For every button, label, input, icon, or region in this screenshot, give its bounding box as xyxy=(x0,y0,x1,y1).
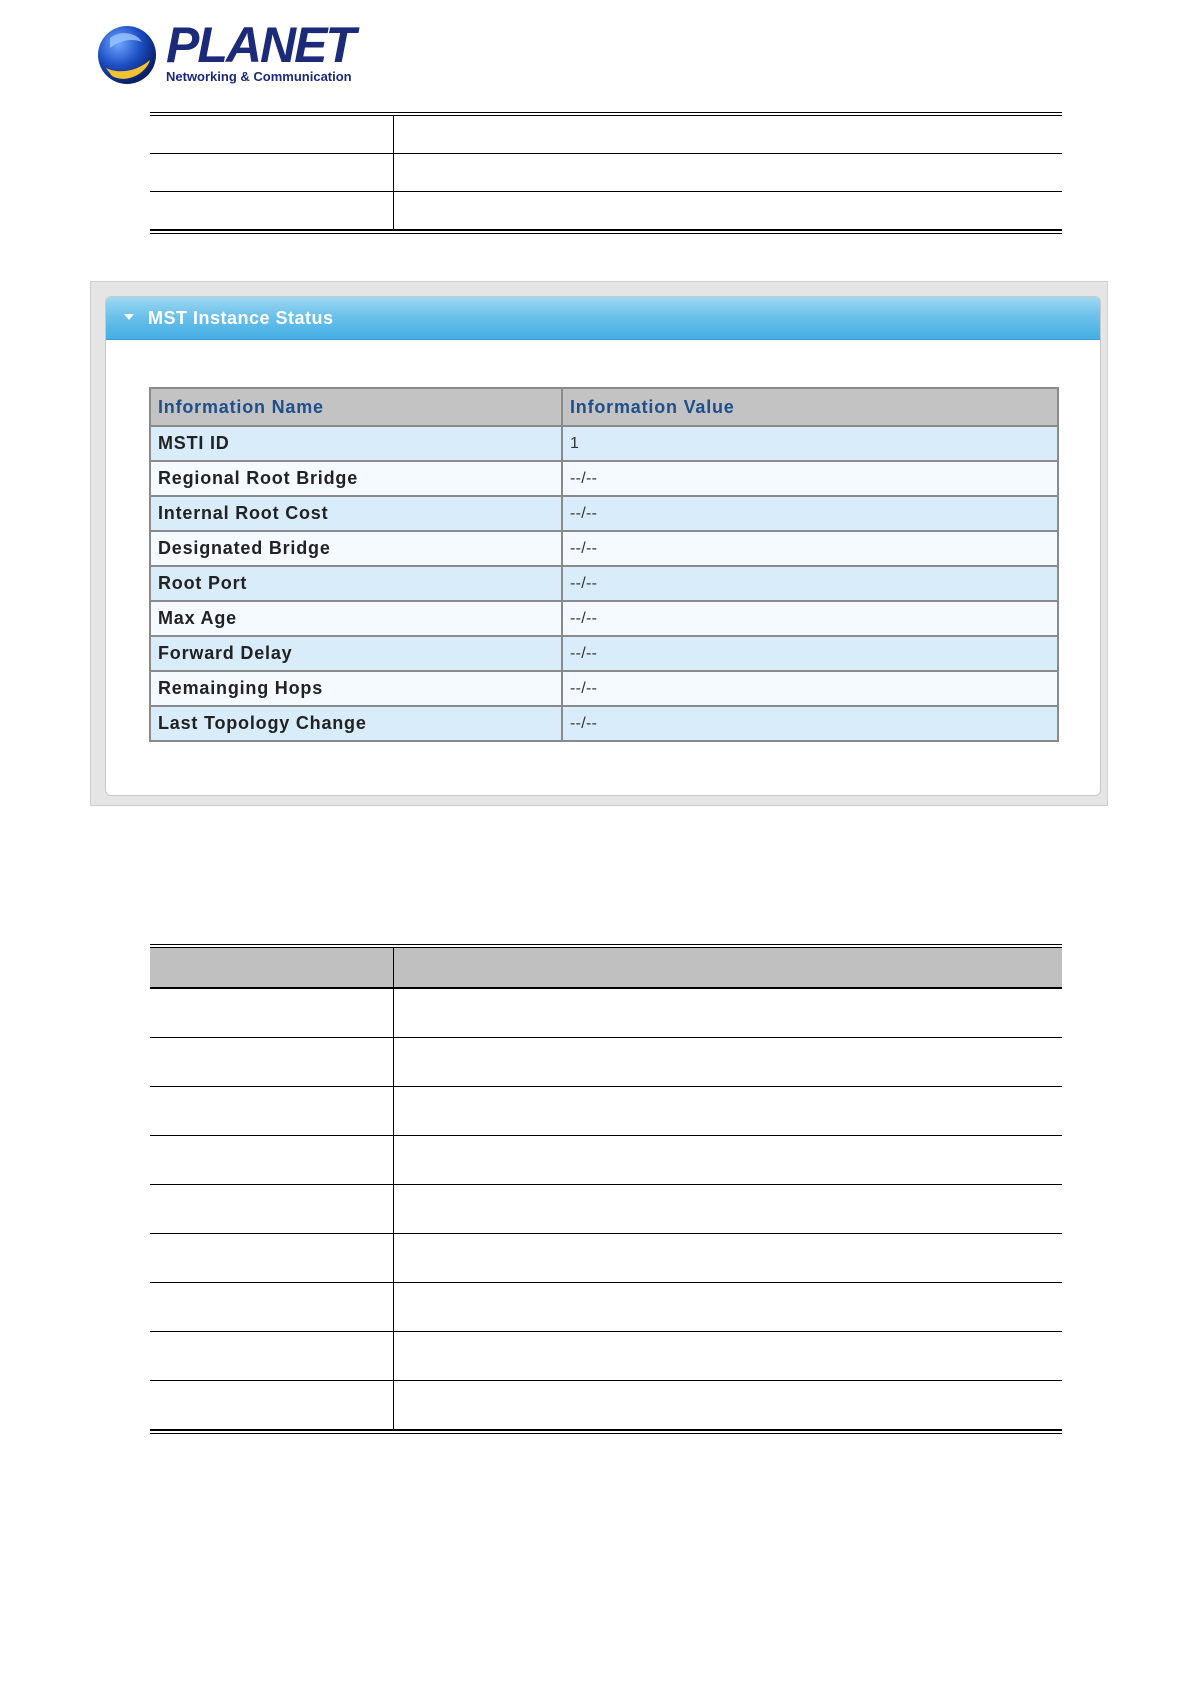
table-row xyxy=(150,601,1058,636)
globe-logo-icon xyxy=(96,24,158,86)
collapse-caret-icon[interactable] xyxy=(124,314,134,320)
table-cell xyxy=(394,1381,1062,1429)
table-cell xyxy=(394,154,1062,191)
table-row xyxy=(150,566,1058,601)
table-cell xyxy=(150,1185,394,1233)
table-row xyxy=(150,154,1062,192)
table-cell xyxy=(394,1185,1062,1233)
ui-screenshot xyxy=(90,281,1108,806)
table-cell xyxy=(394,1087,1062,1135)
table-cell xyxy=(150,1136,394,1184)
top-document-table xyxy=(150,112,1062,234)
table-cell xyxy=(394,1234,1062,1282)
table-row xyxy=(150,461,1058,496)
info-value: --/-- xyxy=(562,461,1058,496)
table-cell xyxy=(150,192,394,229)
table-row xyxy=(150,192,1062,230)
table-bottom-rule xyxy=(150,1430,1062,1434)
table-cell xyxy=(394,192,1062,229)
table-cell xyxy=(394,1332,1062,1380)
bottom-document-table xyxy=(150,944,1062,1434)
info-name: Root Port xyxy=(150,566,562,601)
table-row xyxy=(150,1087,1062,1136)
info-value: --/-- xyxy=(562,671,1058,706)
info-value: --/-- xyxy=(562,706,1058,741)
table-row xyxy=(150,116,1062,154)
column-header-value: Information Value xyxy=(562,388,1058,426)
info-value: --/-- xyxy=(562,636,1058,671)
table-bottom-rule xyxy=(150,230,1062,234)
table-row xyxy=(150,1332,1062,1381)
info-value: --/-- xyxy=(562,496,1058,531)
table-cell xyxy=(150,1087,394,1135)
column-header-name: Information Name xyxy=(150,388,562,426)
info-name: Forward Delay xyxy=(150,636,562,671)
info-value: --/-- xyxy=(562,566,1058,601)
table-cell xyxy=(150,154,394,191)
table-row xyxy=(150,531,1058,566)
table-row xyxy=(150,671,1058,706)
table-cell xyxy=(150,989,394,1037)
table-cell xyxy=(150,1381,394,1429)
table-cell xyxy=(150,1038,394,1086)
table-cell xyxy=(150,1234,394,1282)
info-name: Designated Bridge xyxy=(150,531,562,566)
info-name: Regional Root Bridge xyxy=(150,461,562,496)
table-cell xyxy=(394,1136,1062,1184)
info-name: Internal Root Cost xyxy=(150,496,562,531)
table-row xyxy=(150,1038,1062,1087)
table-header-cell xyxy=(150,948,394,987)
table-cell xyxy=(150,116,394,153)
info-table xyxy=(149,387,1059,742)
table-row xyxy=(150,706,1058,741)
table-row xyxy=(150,1136,1062,1185)
table-row xyxy=(150,1234,1062,1283)
info-value: --/-- xyxy=(562,531,1058,566)
table-cell xyxy=(394,116,1062,153)
brand-name: PLANET xyxy=(166,17,354,73)
table-cell xyxy=(150,1283,394,1331)
info-name: Remainging Hops xyxy=(150,671,562,706)
table-cell xyxy=(150,1332,394,1380)
table-header-row xyxy=(150,388,1058,426)
table-row xyxy=(150,636,1058,671)
table-cell xyxy=(394,989,1062,1037)
table-row xyxy=(150,989,1062,1038)
table-header-cell xyxy=(394,948,1062,987)
panel-title: MST Instance Status xyxy=(148,308,334,328)
info-name: Max Age xyxy=(150,601,562,636)
table-row xyxy=(150,1185,1062,1234)
brand-tagline: Networking & Communication xyxy=(166,69,352,84)
table-row xyxy=(150,496,1058,531)
table-row xyxy=(150,1381,1062,1430)
panel-header[interactable] xyxy=(106,297,1100,340)
mst-instance-status-panel xyxy=(105,296,1101,796)
info-name: Last Topology Change xyxy=(150,706,562,741)
table-header-row xyxy=(150,948,1062,989)
table-row xyxy=(150,426,1058,461)
info-name: MSTI ID xyxy=(150,426,562,461)
planet-logo xyxy=(96,17,356,90)
table-cell xyxy=(394,1038,1062,1086)
table-cell xyxy=(394,1283,1062,1331)
info-value: --/-- xyxy=(562,601,1058,636)
table-row xyxy=(150,1283,1062,1332)
info-value: 1 xyxy=(562,426,1058,461)
